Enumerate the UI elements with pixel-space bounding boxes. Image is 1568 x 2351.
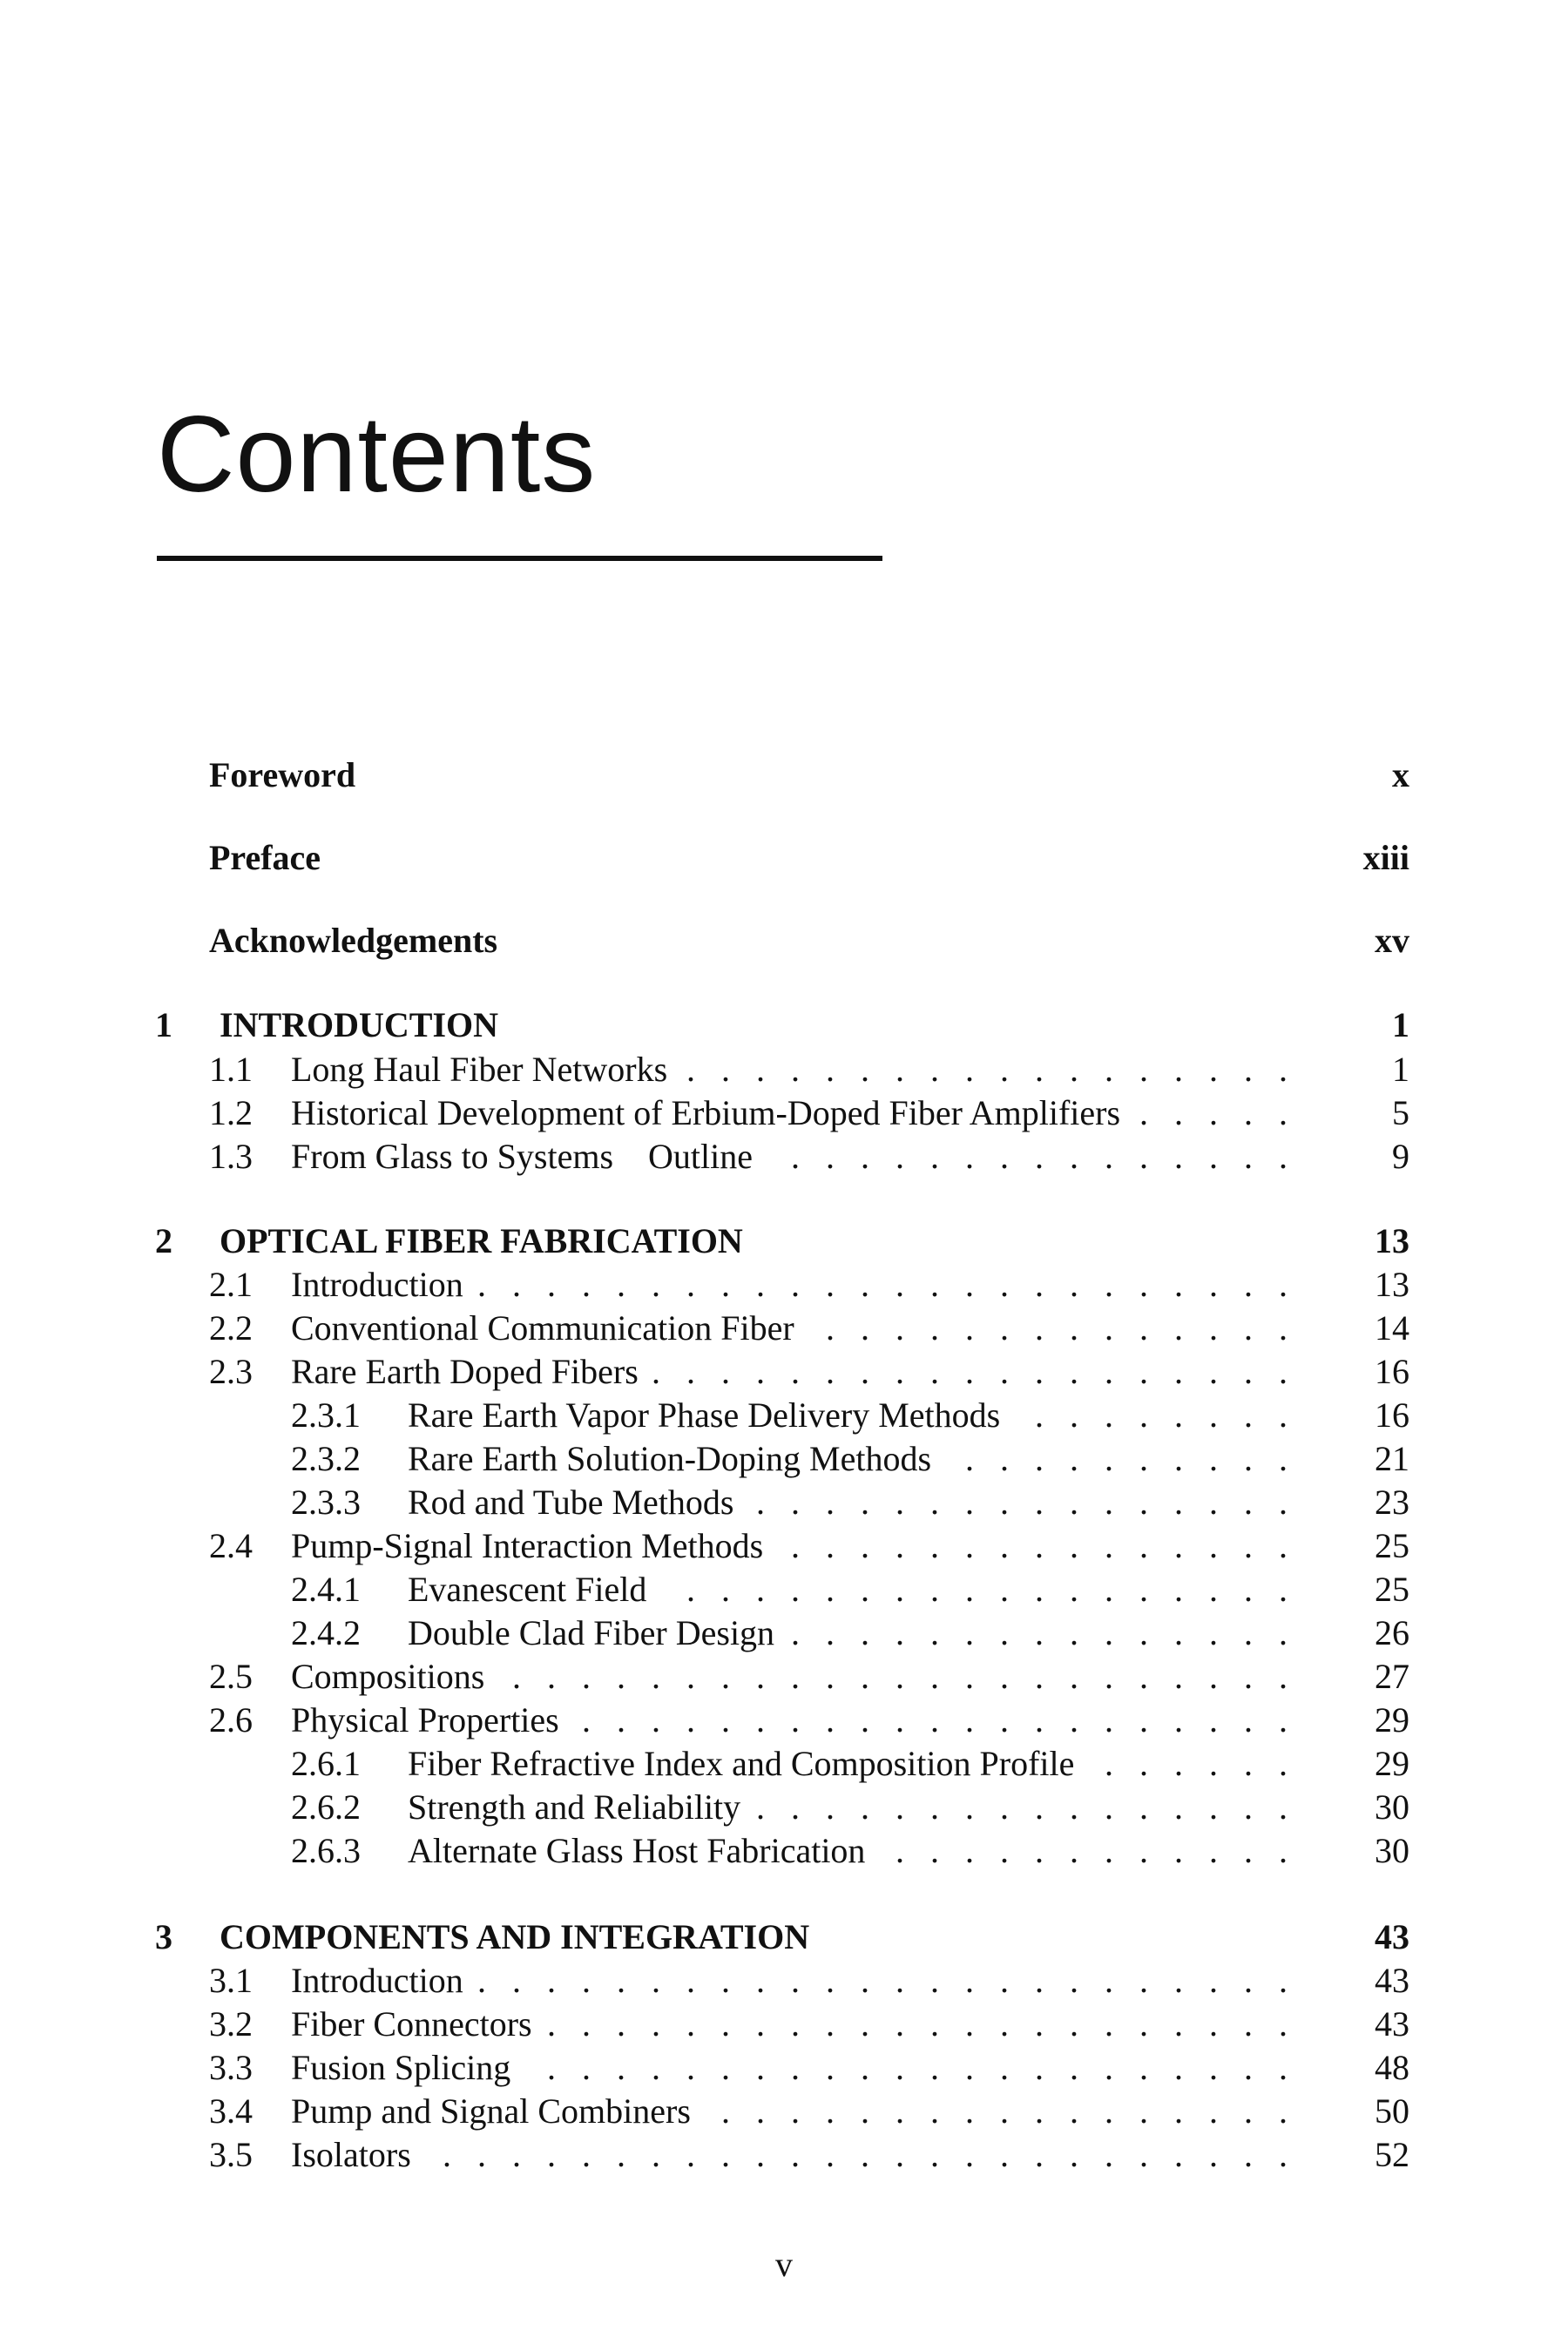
toc-section-1-3[interactable] xyxy=(209,1135,1409,1179)
toc-section-title: Long Haul Fiber Networks xyxy=(291,1050,679,1089)
toc-section-title: Pump and Signal Combiners xyxy=(291,2091,703,2131)
toc-section-number: 3.5 xyxy=(209,2135,253,2174)
toc-section-3-5[interactable] xyxy=(209,2133,1409,2177)
toc-subsection-title: Rare Earth Vapor Phase Delivery Methods xyxy=(408,1395,1012,1435)
toc-section-2-3[interactable] xyxy=(209,1350,1409,1394)
toc-subsection-2-4-2[interactable] xyxy=(291,1611,1409,1655)
toc-subsection-page: 26 xyxy=(1375,1613,1409,1652)
toc-section-title: Fusion Splicing xyxy=(291,2048,523,2087)
toc-section-2-1[interactable] xyxy=(209,1263,1409,1307)
toc-section-page: 29 xyxy=(1375,1700,1409,1740)
toc-subsection-page: 21 xyxy=(1375,1439,1409,1478)
toc-subsection-page: 30 xyxy=(1375,1831,1409,1870)
toc-section-page: 9 xyxy=(1392,1137,1409,1176)
toc-entry-page: x xyxy=(1392,755,1409,794)
toc-section-title: Pump-Signal Interaction Methods xyxy=(291,1526,775,1565)
toc-subsection-number: 2.6.1 xyxy=(291,1744,361,1783)
toc-chapter-number: 1 xyxy=(155,1005,172,1044)
toc-entry-foreword[interactable] xyxy=(209,753,1409,797)
toc-subsection-page: 30 xyxy=(1375,1787,1409,1827)
toc-subsection-page: 16 xyxy=(1375,1395,1409,1435)
toc-section-number: 1.2 xyxy=(209,1093,253,1132)
toc-subsection-number: 2.6.3 xyxy=(291,1831,361,1870)
toc-section-3-4[interactable] xyxy=(209,2090,1409,2133)
toc-section-3-3[interactable] xyxy=(209,2046,1409,2090)
toc-subsection-number: 2.4.1 xyxy=(291,1570,361,1609)
toc-subsection-2-6-1[interactable] xyxy=(291,1742,1409,1786)
toc-entry-title: Acknowledgements xyxy=(209,921,510,960)
toc-section-title: Isolators xyxy=(291,2135,423,2174)
toc-subsection-2-6-2[interactable] xyxy=(291,1786,1409,1829)
toc-section-title: Historical Development of Erbium-Doped Fiber Amplifiers xyxy=(291,1093,1132,1132)
toc-subsection-page: 29 xyxy=(1375,1744,1409,1783)
toc-subsection-number: 2.3.2 xyxy=(291,1439,361,1478)
toc-section-number: 2.4 xyxy=(209,1526,253,1565)
toc-section-title: Conventional Communication Fiber xyxy=(291,1308,807,1348)
toc-subsection-title: Rod and Tube Methods xyxy=(408,1483,747,1522)
toc-section-number: 3.2 xyxy=(209,2004,253,2044)
toc-section-title: Rare Earth Doped Fibers xyxy=(291,1352,651,1391)
toc-entry-preface[interactable] xyxy=(209,836,1409,880)
toc-section-2-4[interactable] xyxy=(209,1524,1409,1568)
toc-section-page: 14 xyxy=(1375,1308,1409,1348)
toc-subsection-2-3-2[interactable] xyxy=(291,1437,1409,1481)
toc-section-title: Introduction xyxy=(291,1265,476,1304)
toc-entry-page: xv xyxy=(1375,921,1409,960)
toc-section-number: 2.1 xyxy=(209,1265,253,1304)
toc-section-title: Compositions xyxy=(291,1657,497,1696)
toc-section-number: 2.5 xyxy=(209,1657,253,1696)
toc-chapter-page: 43 xyxy=(1375,1917,1409,1956)
toc-section-number: 2.3 xyxy=(209,1352,253,1391)
toc-section-page: 43 xyxy=(1375,2004,1409,2044)
toc-chapter-2[interactable] xyxy=(155,1219,1409,1263)
toc-chapter-3[interactable] xyxy=(155,1915,1409,1959)
toc-section-number: 2.2 xyxy=(209,1308,253,1348)
toc-section-2-5[interactable] xyxy=(209,1655,1409,1699)
toc-section-page: 50 xyxy=(1375,2091,1409,2131)
toc-entry-title: Preface xyxy=(209,838,333,877)
toc-chapter-1[interactable] xyxy=(155,1003,1409,1047)
toc-section-page: 52 xyxy=(1375,2135,1409,2174)
toc-section-3-1[interactable] xyxy=(209,1959,1409,2003)
toc-subsection-2-6-3[interactable] xyxy=(291,1829,1409,1873)
toc-subsection-title: Fiber Refractive Index and Composition Profile xyxy=(408,1744,1086,1783)
toc-chapter-number: 3 xyxy=(155,1917,172,1956)
toc-section-title: Fiber Connectors xyxy=(291,2004,544,2044)
toc-section-page: 5 xyxy=(1392,1093,1409,1132)
toc-subsection-2-3-1[interactable] xyxy=(291,1394,1409,1437)
toc-section-page: 27 xyxy=(1375,1657,1409,1696)
toc-section-page: 13 xyxy=(1375,1265,1409,1304)
toc-entry-page: xiii xyxy=(1362,838,1409,877)
toc-subsection-title: Alternate Glass Host Fabrication xyxy=(408,1831,877,1870)
page-folio: v xyxy=(775,2245,793,2284)
toc-chapter-number: 2 xyxy=(155,1221,172,1260)
toc-subsection-title: Evanescent Field xyxy=(408,1570,659,1609)
toc-subsection-number: 2.4.2 xyxy=(291,1613,361,1652)
toc-subsection-number: 2.3.3 xyxy=(291,1483,361,1522)
toc-subsection-2-4-1[interactable] xyxy=(291,1568,1409,1611)
toc-section-number: 3.1 xyxy=(209,1961,253,2000)
toc-section-title: From Glass to Systems Outline xyxy=(291,1137,765,1176)
toc-chapter-title: INTRODUCTION xyxy=(220,1005,510,1044)
toc-subsection-title: Double Clad Fiber Design xyxy=(408,1613,787,1652)
toc-section-page: 48 xyxy=(1375,2048,1409,2087)
toc-section-page: 43 xyxy=(1375,1961,1409,2000)
toc-section-page: 25 xyxy=(1375,1526,1409,1565)
toc-subsection-title: Rare Earth Solution-Doping Methods xyxy=(408,1439,943,1478)
toc-section-page: 1 xyxy=(1392,1050,1409,1089)
toc-subsection-page: 23 xyxy=(1375,1483,1409,1522)
toc-section-number: 2.6 xyxy=(209,1700,253,1740)
toc-section-1-2[interactable] xyxy=(209,1091,1409,1135)
toc-entry-acknowledgements[interactable] xyxy=(209,919,1409,963)
toc-chapter-page: 13 xyxy=(1375,1221,1409,1260)
toc-section-number: 3.4 xyxy=(209,2091,253,2131)
toc-chapter-page: 1 xyxy=(1392,1005,1409,1044)
toc-subsection-2-3-3[interactable] xyxy=(291,1481,1409,1524)
toc-section-2-2[interactable] xyxy=(209,1307,1409,1350)
toc-section-title: Physical Properties xyxy=(291,1700,571,1740)
toc-section-3-2[interactable] xyxy=(209,2003,1409,2046)
toc-chapter-title: OPTICAL FIBER FABRICATION xyxy=(220,1221,755,1260)
toc-chapter-title: COMPONENTS AND INTEGRATION xyxy=(220,1917,821,1956)
toc-section-number: 1.1 xyxy=(209,1050,253,1089)
toc-entry-title: Foreword xyxy=(209,755,368,794)
toc-section-number: 3.3 xyxy=(209,2048,253,2087)
toc-section-1-1[interactable] xyxy=(209,1048,1409,1091)
toc-subsection-number: 2.6.2 xyxy=(291,1787,361,1827)
toc-section-number: 1.3 xyxy=(209,1137,253,1176)
toc-section-2-6[interactable] xyxy=(209,1699,1409,1742)
toc-section-page: 16 xyxy=(1375,1352,1409,1391)
page-title: Contents xyxy=(157,395,597,515)
toc-subsection-number: 2.3.1 xyxy=(291,1395,361,1435)
toc-subsection-page: 25 xyxy=(1375,1570,1409,1609)
toc-subsection-title: Strength and Reliability xyxy=(408,1787,753,1827)
toc-section-title: Introduction xyxy=(291,1961,476,2000)
